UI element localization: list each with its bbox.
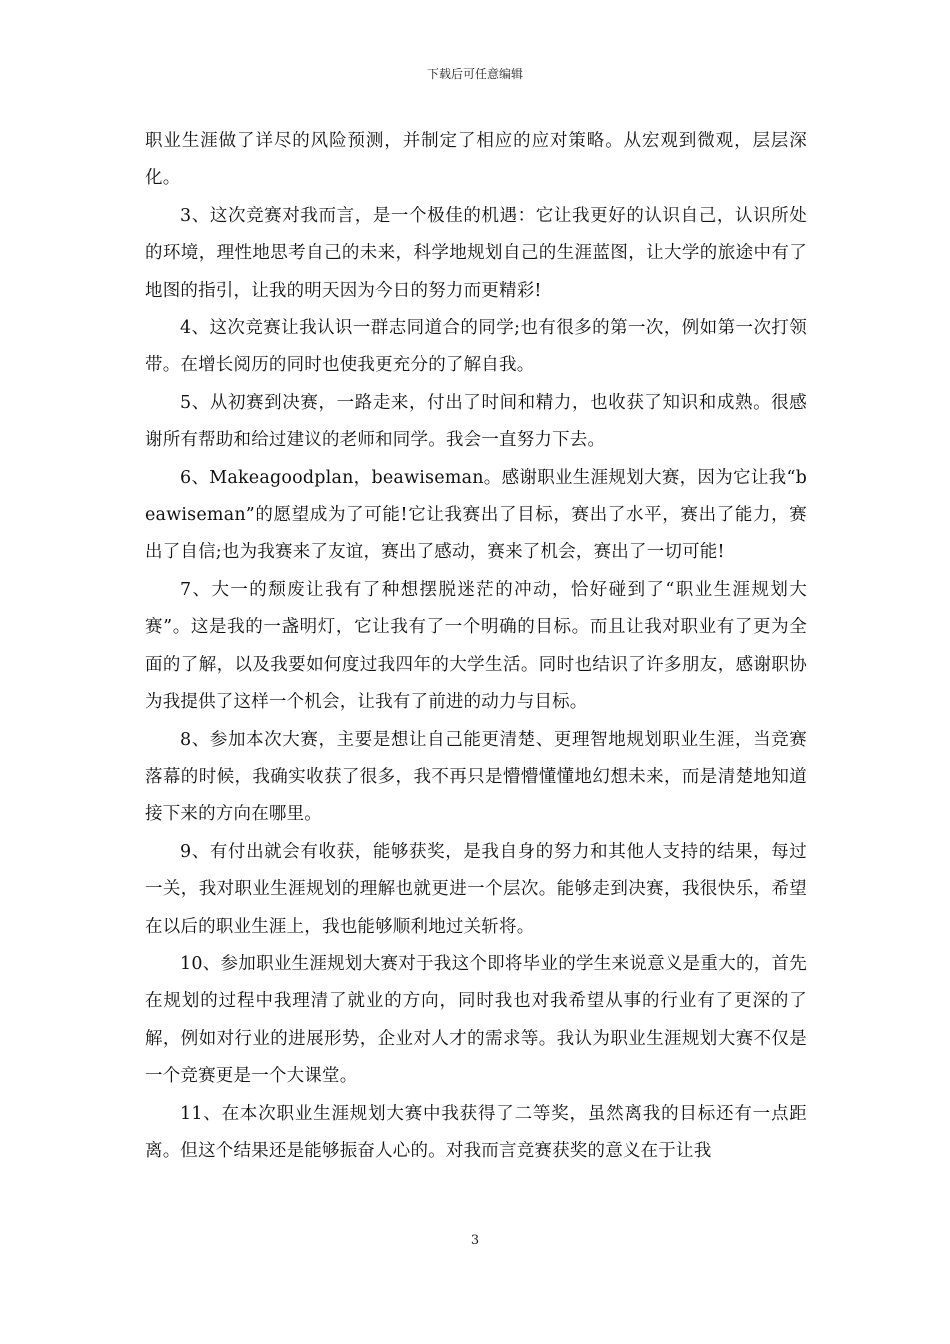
paragraph-item-9: 9、有付出就会有收获，能够获奖，是我自身的努力和其他人支持的结果，每过一关，我对职业生涯规划的理解也就更进一个层次。能够走到决赛，我很快乐，希望在以后的职业生涯上，我也能够顺利地过关斩将。 bbox=[145, 841, 807, 937]
paragraph-item-11: 11、在本次职业生涯规划大赛中我获得了二等奖，虽然离我的目标还有一点距离。但这个结果还是能够振奋人心的。对我而言竞赛获奖的意义在于让我 bbox=[145, 1103, 807, 1161]
page-header: 下载后可任意编辑 bbox=[426, 67, 523, 81]
paragraph-item-10: 10、参加职业生涯规划大赛对于我这个即将毕业的学生来说意义是重大的，首先在规划的过程中我理清了就业的方向，同时我也对我希望从事的行业有了更深的了解，例如对行业的进展形势，企业对人才的需求等。我认为职业生涯规划大赛不仅是一个竞赛更是一个大课堂。 bbox=[145, 953, 807, 1087]
paragraph-item-6: 6、Makeagoodplan，beawiseman。感谢职业生涯规划大赛，因为它让我“beawiseman”的愿望成为了可能!它让我赛出了目标，赛出了水平，赛出了能力，赛出了自信;也为我赛来了友谊，赛出了感动，赛来了机会，赛出了一切可能! bbox=[145, 467, 807, 563]
paragraph-continuation: 职业生涯做了详尽的风险预测，并制定了相应的应对策略。从宏观到微观，层层深化。 bbox=[145, 131, 807, 189]
paragraph-item-5: 5、从初赛到决赛，一路走来，付出了时间和精力，也收获了知识和成熟。很感谢所有帮助和给过建议的老师和同学。我会一直努力下去。 bbox=[145, 392, 807, 451]
paragraph-item-7: 7、大一的颓废让我有了种想摆脱迷茫的冲动，恰好碰到了“职业生涯规划大赛”。这是我的一盏明灯，它让我有了一个明确的目标。而且让我对职业有了更为全面的了解，以及我要如何度过我四年的大学生活。同时也结识了许多朋友，感谢职协为我提供了这样一个机会，让我有了前进的动力与目标。 bbox=[145, 579, 807, 713]
paragraph-item-3: 3、这次竞赛对我而言，是一个极佳的机遇：它让我更好的认识自己，认识所处的环境，理性地思考自己的未来，科学地规划自己的生涯蓝图，让大学的旅途中有了地图的指引，让我的明天因为今日的努力而更精彩! bbox=[145, 205, 807, 301]
document-body bbox=[145, 123, 807, 1170]
paragraph-item-4: 4、这次竞赛让我认识一群志同道合的同学;也有很多的第一次，例如第一次打领带。在增长阅历的同时也使我更充分的了解自我。 bbox=[145, 318, 807, 376]
page-number: 3 bbox=[470, 1233, 480, 1248]
paragraph-item-8: 8、参加本次大赛，主要是想让自己能更清楚、更理智地规划职业生涯，当竞赛落幕的时候，我确实收获了很多，我不再只是懵懵懂懂地幻想未来，而是清楚地知道接下来的方向在哪里。 bbox=[145, 729, 807, 825]
